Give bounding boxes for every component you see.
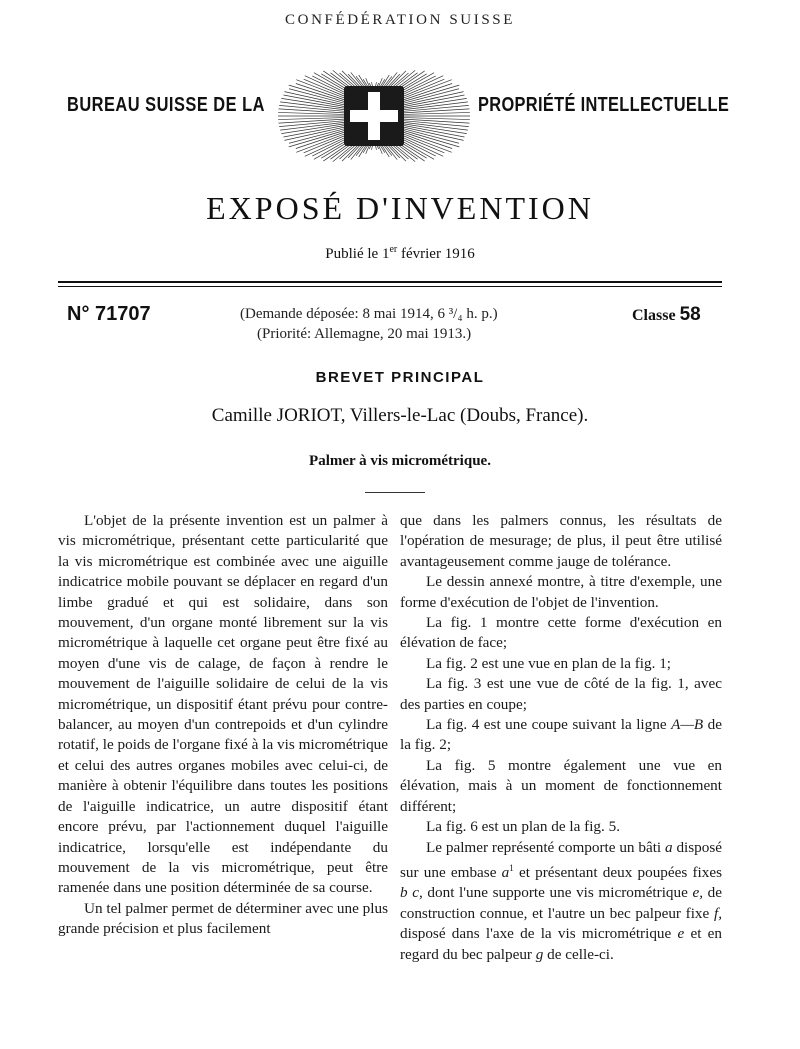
paragraph: La fig. 3 est une vue de côté de la fig. 1, avec des parties en coupe; [400, 675, 722, 713]
paragraph: L'objet de la présente invention est un palmer à vis micrométrique, présentant cette particularité que la vis micrométrique est combinée avec une aiguille indicatrice mobile pouvant se déplacer en regard d'un limbe gradué et qui est solidaire, dans son mouvement, d'un organe monté librement sur la vis micrométrique à laquelle cet organe peut être fixé au moyen d'une vis de calage, de façon à rendre le mouvement de l'aiguille solidaire de celui de la vis micrométrique, un dispositif étant prévu pour contre-balancer, au moyen d'un contrepoids et d'un cylindre rotatif, le poids de l'organe fixé à la vis micrométrique et celui des autres organes mobiles avec celui-ci, de manière à obtenir l'équilibre dans toutes les positions de l'aiguille indicatrice, un autre dispositif étant encore prévu, par l'actionnement duquel l'aiguille indicatrice, lorsqu'elle est indépendante du mouvement de la vis micrométrique, peut être ramenée dans une position déterminée de sa course. [58, 512, 388, 897]
patent-class-value: 58 [679, 304, 701, 325]
paragraph: Le dessin annexé montre, à titre d'exemple, une forme d'exécution de l'objet de l'invention. [400, 573, 722, 611]
invention-title: Palmer à vis micrométrique. [309, 453, 491, 469]
paragraph: La fig. 6 est un plan de la fig. 5. [426, 818, 621, 836]
filing-date: (Demande déposée: 8 mai 1914, 6 ³/₄ h. p.) [240, 306, 498, 322]
section-divider [365, 492, 425, 493]
text-column-right [400, 511, 722, 965]
patent-number: N° 71707 [67, 303, 151, 325]
swiss-cross-icon [276, 46, 472, 186]
bureau-left-heading: BUREAU SUISSE DE LA [67, 94, 265, 116]
document-title: EXPOSÉ D'INVENTION [206, 190, 594, 226]
header-divider-thin [58, 286, 722, 287]
paragraph: Le palmer représenté comporte un bâti a disposé sur une embase $a^1$ et présentant deux poupées fixes b c, dont l'une supporte une vis micrométrique e, de construction connue, et l'autre un bec palpeur fixe f, disposé dans l'axe de la vis micrométrique e et en regard du bec palpeur g de celle-ci. [400, 838, 723, 963]
paragraph: que dans les palmers connus, les résultats de l'opération de mesurage; de plus, il peut être utilisé avantageusement comme jauge de tolérance. [400, 512, 722, 570]
text-column-left [58, 511, 388, 940]
inventor-line [0, 405, 800, 427]
confederation-heading: CONFÉDÉRATION SUISSE [285, 12, 515, 28]
paragraph: La fig. 4 est une coupe suivant la ligne A—B de la fig. 2; [400, 716, 722, 754]
paragraph: Un tel palmer permet de déterminer avec une plus grande précision et plus facilement [58, 899, 388, 938]
paragraph: La fig. 2 est une vue en plan de la fig. 1; [426, 654, 672, 672]
bureau-right-heading: PROPRIÉTÉ INTELLECTUELLE [478, 94, 730, 116]
inventor-place: Villers-le-Lac (Doubs, France). [345, 405, 589, 426]
inventor-name: Camille JORIOT, [211, 405, 346, 426]
patent-class-label: Classe [632, 307, 676, 324]
header-divider [58, 281, 722, 283]
patent-type: BREVET PRINCIPAL [315, 369, 485, 386]
priority-date: (Priorité: Allemagne, 20 mai 1913.) [257, 326, 472, 342]
paragraph: La fig. 5 montre également une vue en élévation, mais à un moment de fonctionnement différent; [400, 756, 722, 815]
paragraph: La fig. 1 montre cette forme d'exécution en élévation de face; [400, 614, 722, 652]
publication-date: Publié le 1er février 1916 [325, 244, 475, 262]
patent-class [632, 304, 701, 326]
